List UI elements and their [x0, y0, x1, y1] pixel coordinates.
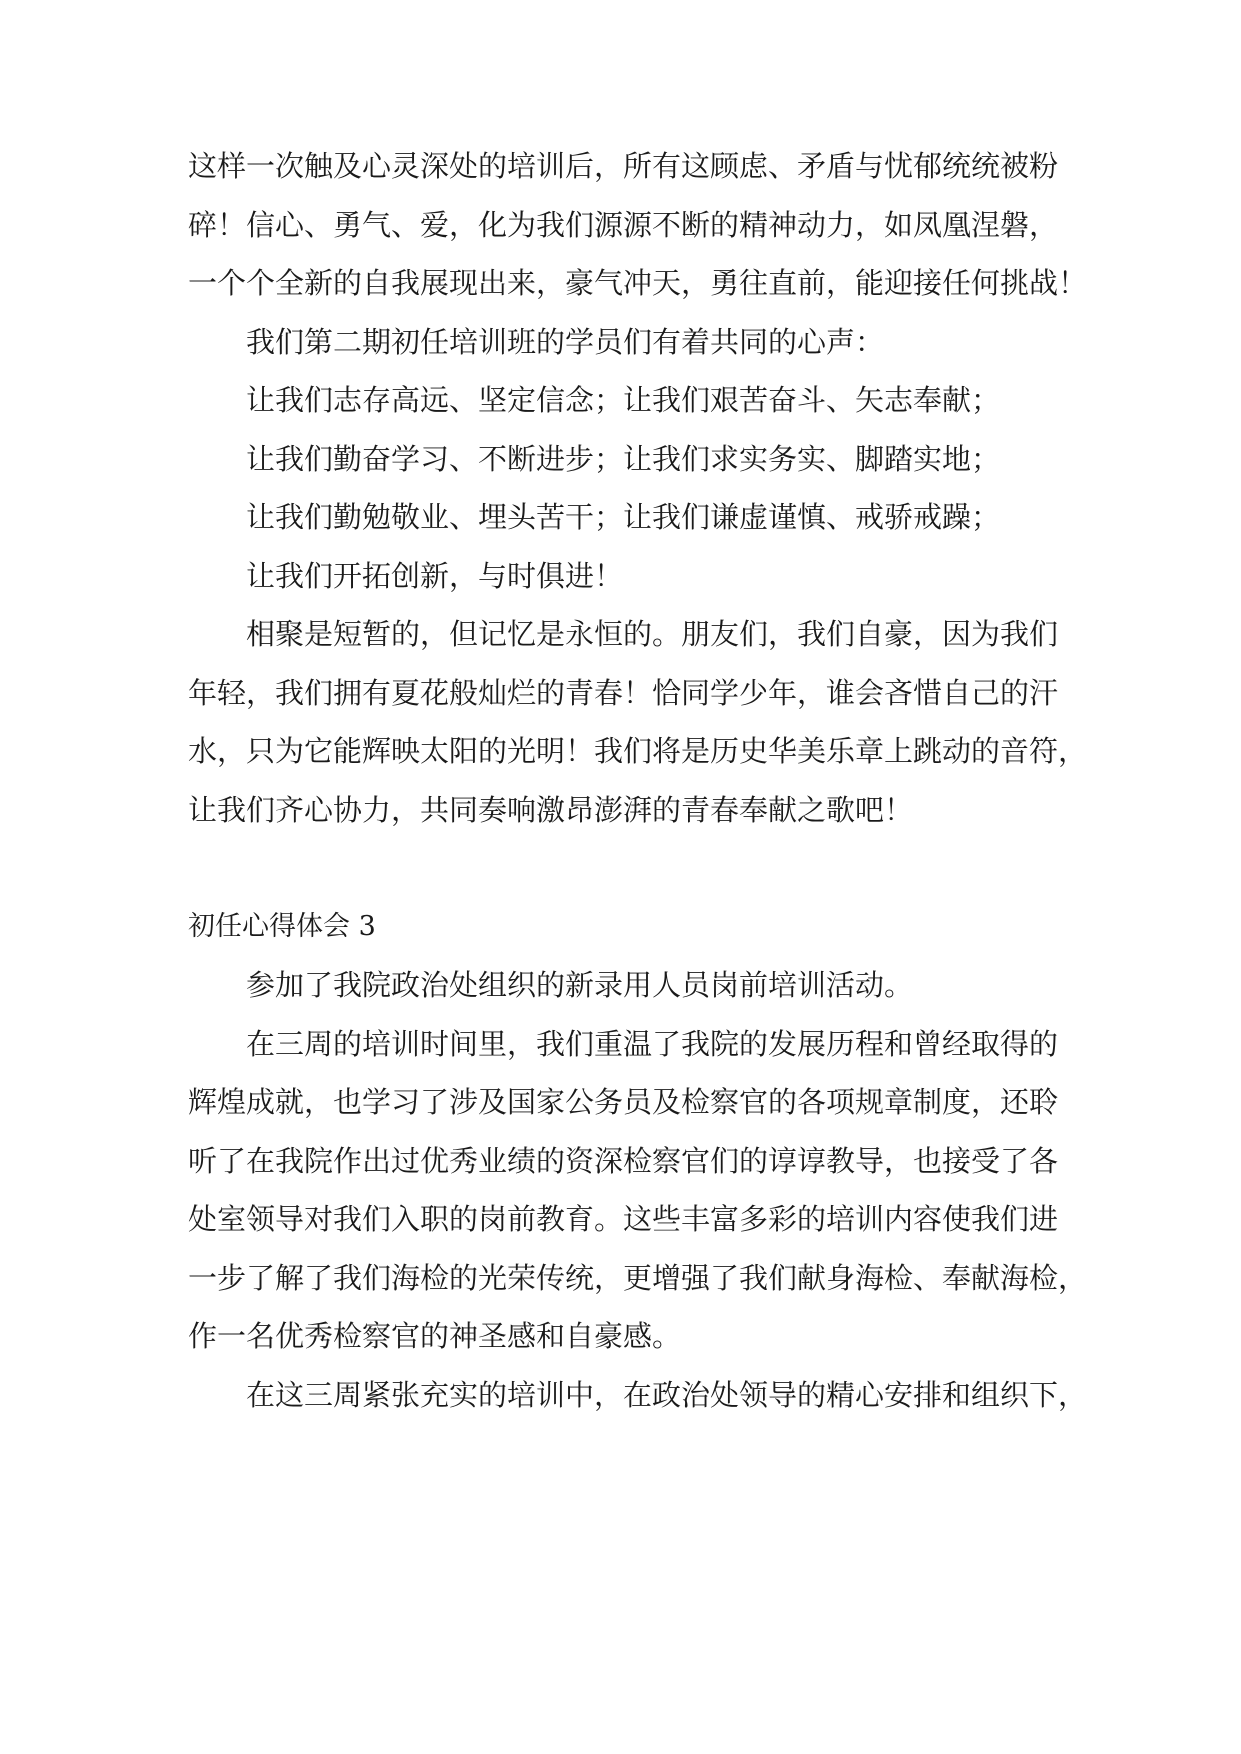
- pledge-line: 让我们勤奋学习、不断进步；让我们求实务实、脚踏实地；: [246, 442, 1001, 476]
- paragraph-line: 处室领导对我们入职的岗前教育。这些丰富多彩的培训内容使我们进: [188, 1202, 1059, 1236]
- paragraph-line: 年轻，我们拥有夏花般灿烂的青春！恰同学少年，谁会吝惜自己的汗: [188, 676, 1059, 710]
- paragraph-line: 一个个全新的自我展现出来，豪气冲天，勇往直前，能迎接任何挑战！: [188, 266, 1088, 300]
- paragraph-line: 一步了解了我们海检的光荣传统，更增强了我们献身海检、奉献海检，: [188, 1261, 1088, 1295]
- paragraph-line: 听了在我院作出过优秀业绩的资深检察官们的谆谆教导，也接受了各: [188, 1144, 1059, 1178]
- paragraph-line: 碎！信心、勇气、爱，化为我们源源不断的精神动力，如凤凰涅磐，: [188, 208, 1059, 242]
- paragraph-line: 我们第二期初任培训班的学员们有着共同的心声：: [246, 325, 885, 359]
- pledge-line: 让我们开拓创新，与时俱进！: [246, 559, 624, 593]
- pledge-line: 让我们勤勉敬业、埋头苦干；让我们谦虚谨慎、戒骄戒躁；: [246, 500, 1001, 534]
- paragraph-line: 水，只为它能辉映太阳的光明！我们将是历史华美乐章上跳动的音符，: [188, 734, 1088, 768]
- paragraph-line: 作一名优秀检察官的神圣感和自豪感。: [188, 1319, 682, 1353]
- paragraph-line: 相聚是短暂的，但记忆是永恒的。朋友们，我们自豪，因为我们: [246, 617, 1059, 651]
- paragraph-line: 这样一次触及心灵深处的培训后，所有这顾虑、矛盾与忧郁统统被粉: [188, 149, 1059, 183]
- paragraph-line: 在这三周紧张充实的培训中，在政治处领导的精心安排和组织下，: [246, 1378, 1088, 1412]
- paragraph-line: 辉煌成就，也学习了涉及国家公务员及检察官的各项规章制度，还聆: [188, 1085, 1059, 1119]
- pledge-line: 让我们志存高远、坚定信念；让我们艰苦奋斗、矢志奉献；: [246, 383, 1001, 417]
- paragraph-line: 在三周的培训时间里，我们重温了我院的发展历程和曾经取得的: [246, 1027, 1059, 1061]
- paragraph-line: 让我们齐心协力，共同奏响激昂澎湃的青春奉献之歌吧！: [188, 793, 914, 827]
- paragraph-line: 参加了我院政治处组织的新录用人员岗前培训活动。: [246, 968, 914, 1002]
- section-heading: 初任心得体会 3: [188, 911, 376, 942]
